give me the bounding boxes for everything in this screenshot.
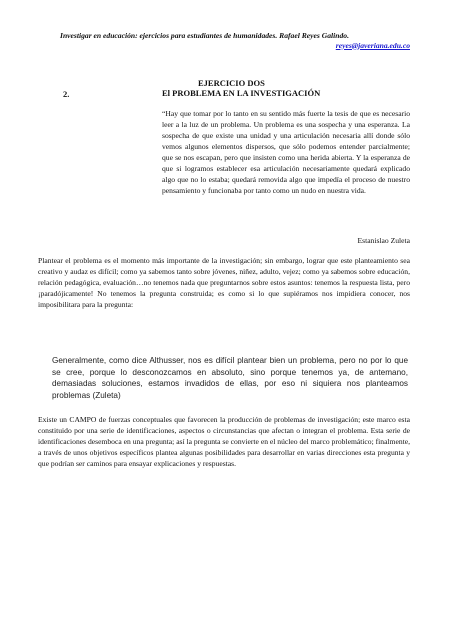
exercise-heading: EJERCICIO DOS: [198, 78, 265, 88]
header-title: Investigar en educación: ejercicios para estudiantes de humanidades. Rafael Reyes Galindo.: [60, 31, 349, 40]
block-quote: Generalmente, como dice Althusser, nos es difícil plantear bien un problema, pero no por lo que se cree, porque lo desconozcamos en absoluto, sino porque tenemos ya, de antemano, demasiadas soluciones, estamos invadidos de ellas, por eso ni siquiera nos planteamos problemas (Zuleta): [52, 356, 408, 400]
epigraph-text: “Hay que tomar por lo tanto en su sentido más fuerte la tesis de que es necesario leer a la luz de un problema. Un problema es una sospecha y una esperanza. La sospecha de que existe una unidad y una articulación necesaria allí donde sólo vemos algunos elementos dispersos, que sólo podemos entender parcialmente; que se nos escapan, pero que insisten como una herida abierta. Y la esperanza de que si logramos establecer esa articulación necesariamente quedará explicado algo que no lo estaba; quedará removida algo que impedía el proceso de nuestro pensamiento y funcionaba por tanto como un nudo en nuestra vida.: [162, 109, 410, 195]
page-header: [60, 31, 410, 50]
epigraph-author: Estanislao Zuleta: [357, 236, 410, 245]
body-paragraph-1: Plantear el problema es el momento más importante de la investigación; sin embargo, lograr que este planteamiento sea creativo y audaz es difícil; como ya sabemos tanto sobre jóvenes, niñez, adulto, vejez; como ya sabemos sobre educación, relación pedagógica, evaluación…no tenemos nada que preguntarnos sobre estos asuntos: tenemos la respuesta lista, pero ¡paradójicamente! No tenemos la pregunta construida; es como si lo que supiéramos nos impidiera conocer, nos imposibilitara para la pregunta:: [38, 256, 410, 309]
body-paragraph-2: Existe un CAMPO de fuerzas conceptuales que favorecen la producción de problemas de investigación; este marco esta constituido por una serie de identificaciones, aspectos o circunstancias que afectan o integran el problema. Esta serie de identificaciones desemboca en una pregunta; así la pregunta se convierte en el núcleo del marco problemático; finalmente, a través de unos objetivos específicos plantea algunas posibilidades para desarrollar en varias direcciones esta pregunta y que podrían ser caminos para ensayar explicaciones y respuestas.: [38, 415, 410, 468]
section-title: [162, 78, 402, 98]
header-email-link[interactable]: reyes@javeriana.edu.co: [335, 40, 410, 50]
exercise-subheading: El PROBLEMA EN LA INVESTIGACIÓN: [162, 88, 321, 98]
section-number: 2.: [63, 89, 70, 99]
